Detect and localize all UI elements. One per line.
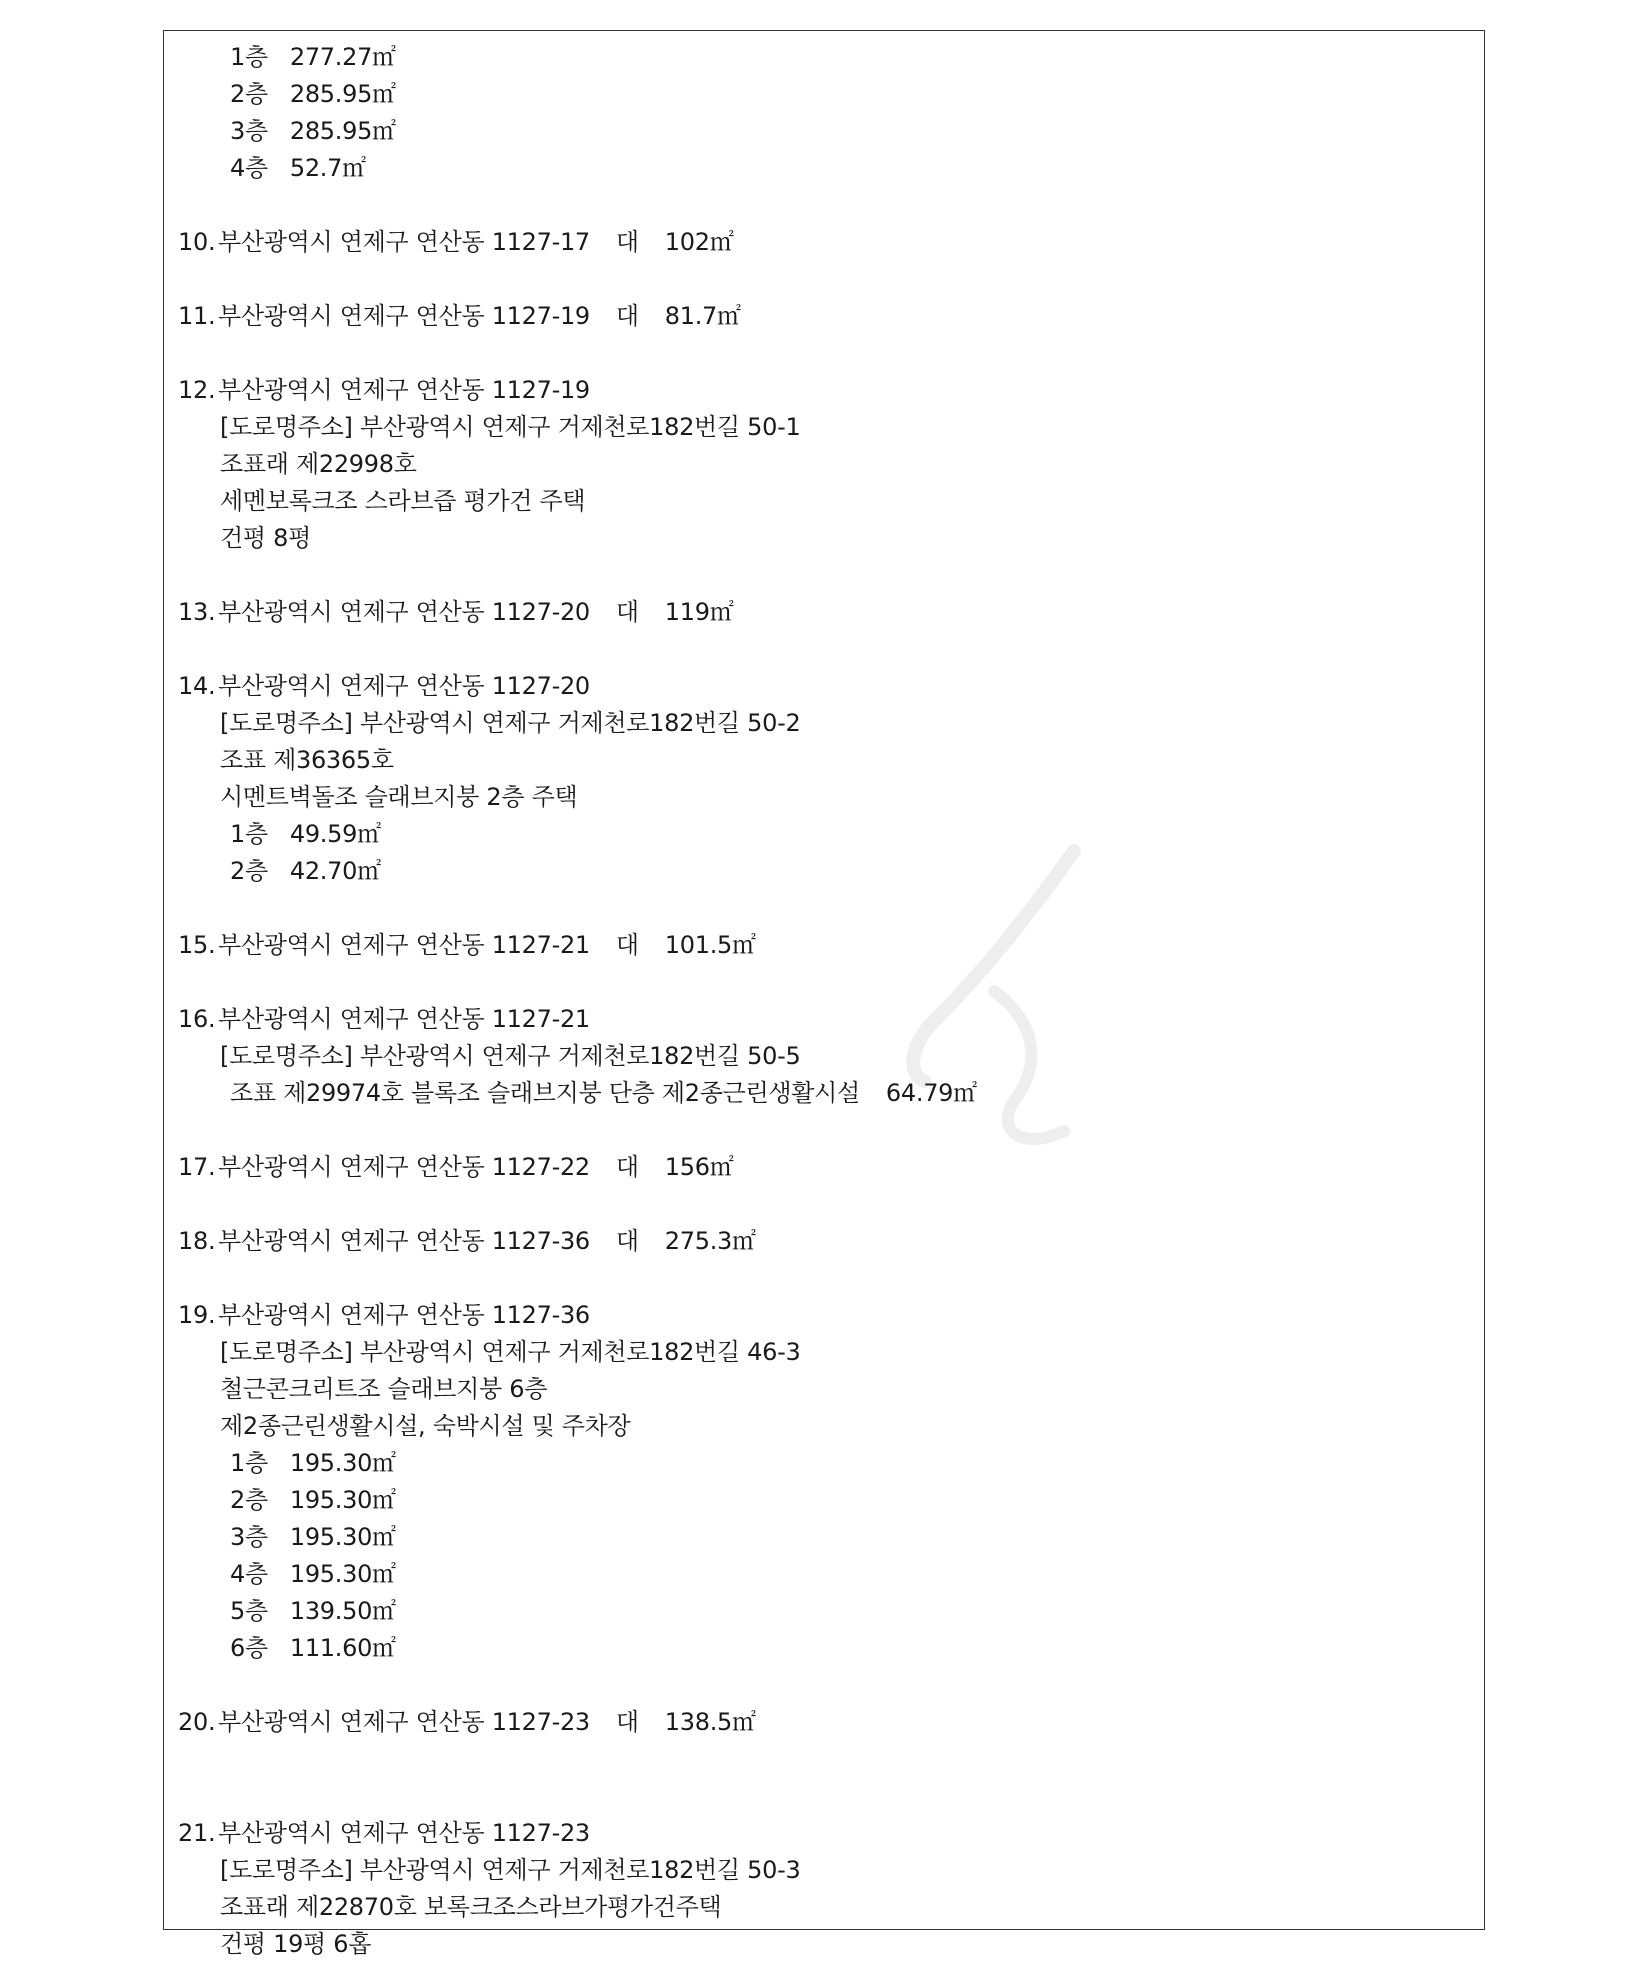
item-14: 14. 부산광역시 연제구 연산동 1127-20 (178, 672, 590, 700)
item-13: 13. 부산광역시 연제구 연산동 1127-20 대 119㎡ (178, 598, 734, 626)
item-10: 10. 부산광역시 연제구 연산동 1127-17 대 102㎡ (178, 228, 734, 256)
document-frame (163, 30, 1485, 1958)
building-detail: 세멘보록크조 스라브즙 평가건 주택 (220, 487, 586, 515)
road-address: [도로명주소] 부산광역시 연제구 거제천로182번길 50-2 (220, 709, 801, 737)
road-address: [도로명주소] 부산광역시 연제구 거제천로182번길 50-1 (220, 413, 801, 441)
document-body (178, 39, 1468, 1963)
building-detail: 시멘트벽돌조 슬래브지붕 2층 주택 (220, 783, 578, 811)
item-20: 20. 부산광역시 연제구 연산동 1127-23 대 138.5㎡ (178, 1708, 756, 1736)
item-11: 11. 부산광역시 연제구 연산동 1127-19 대 81.7㎡ (178, 302, 741, 330)
item-15: 15. 부산광역시 연제구 연산동 1127-21 대 101.5㎡ (178, 931, 756, 959)
floor-row: 1층 277.27㎡ (230, 43, 396, 71)
floor-row: 6층 111.60㎡ (230, 1634, 396, 1662)
building-detail: 조표래 제22998호 (220, 450, 417, 478)
floor-row: 4층 195.30㎡ (230, 1560, 396, 1588)
item-16: 16. 부산광역시 연제구 연산동 1127-21 (178, 1005, 590, 1033)
building-detail: 철근콘크리트조 슬래브지붕 6층 (220, 1375, 548, 1403)
item-19: 19. 부산광역시 연제구 연산동 1127-36 (178, 1301, 590, 1329)
floor-row: 4층 52.7㎡ (230, 154, 366, 182)
floor-row: 5층 139.50㎡ (230, 1597, 396, 1625)
building-detail: 건평 8평 (220, 524, 311, 552)
item-12: 12. 부산광역시 연제구 연산동 1127-19 (178, 376, 590, 404)
floor-row: 3층 195.30㎡ (230, 1523, 396, 1551)
floor-row: 2층 285.95㎡ (230, 80, 396, 108)
item-21: 21. 부산광역시 연제구 연산동 1127-23 (178, 1819, 590, 1847)
building-detail: 건평 19평 6홉 (220, 1930, 372, 1958)
building-detail: 조표래 제22870호 보록크조스라브가평가건주택 (220, 1893, 722, 1921)
floor-row: 1층 49.59㎡ (230, 820, 381, 848)
building-detail: 조표 제29974호 블록조 슬래브지붕 단층 제2종근린생활시설 64.79㎡ (230, 1079, 977, 1107)
item-17: 17. 부산광역시 연제구 연산동 1127-22 대 156㎡ (178, 1153, 734, 1181)
floor-row: 2층 195.30㎡ (230, 1486, 396, 1514)
road-address: [도로명주소] 부산광역시 연제구 거제천로182번길 46-3 (220, 1338, 801, 1366)
item-18: 18. 부산광역시 연제구 연산동 1127-36 대 275.3㎡ (178, 1227, 756, 1255)
floor-row: 2층 42.70㎡ (230, 857, 381, 885)
road-address: [도로명주소] 부산광역시 연제구 거제천로182번길 50-5 (220, 1042, 801, 1070)
floor-row: 1층 195.30㎡ (230, 1449, 396, 1477)
floor-row: 3층 285.95㎡ (230, 117, 396, 145)
building-detail: 조표 제36365호 (220, 746, 394, 774)
road-address: [도로명주소] 부산광역시 연제구 거제천로182번길 50-3 (220, 1856, 801, 1884)
building-detail: 제2종근린생활시설, 숙박시설 및 주차장 (220, 1412, 631, 1440)
